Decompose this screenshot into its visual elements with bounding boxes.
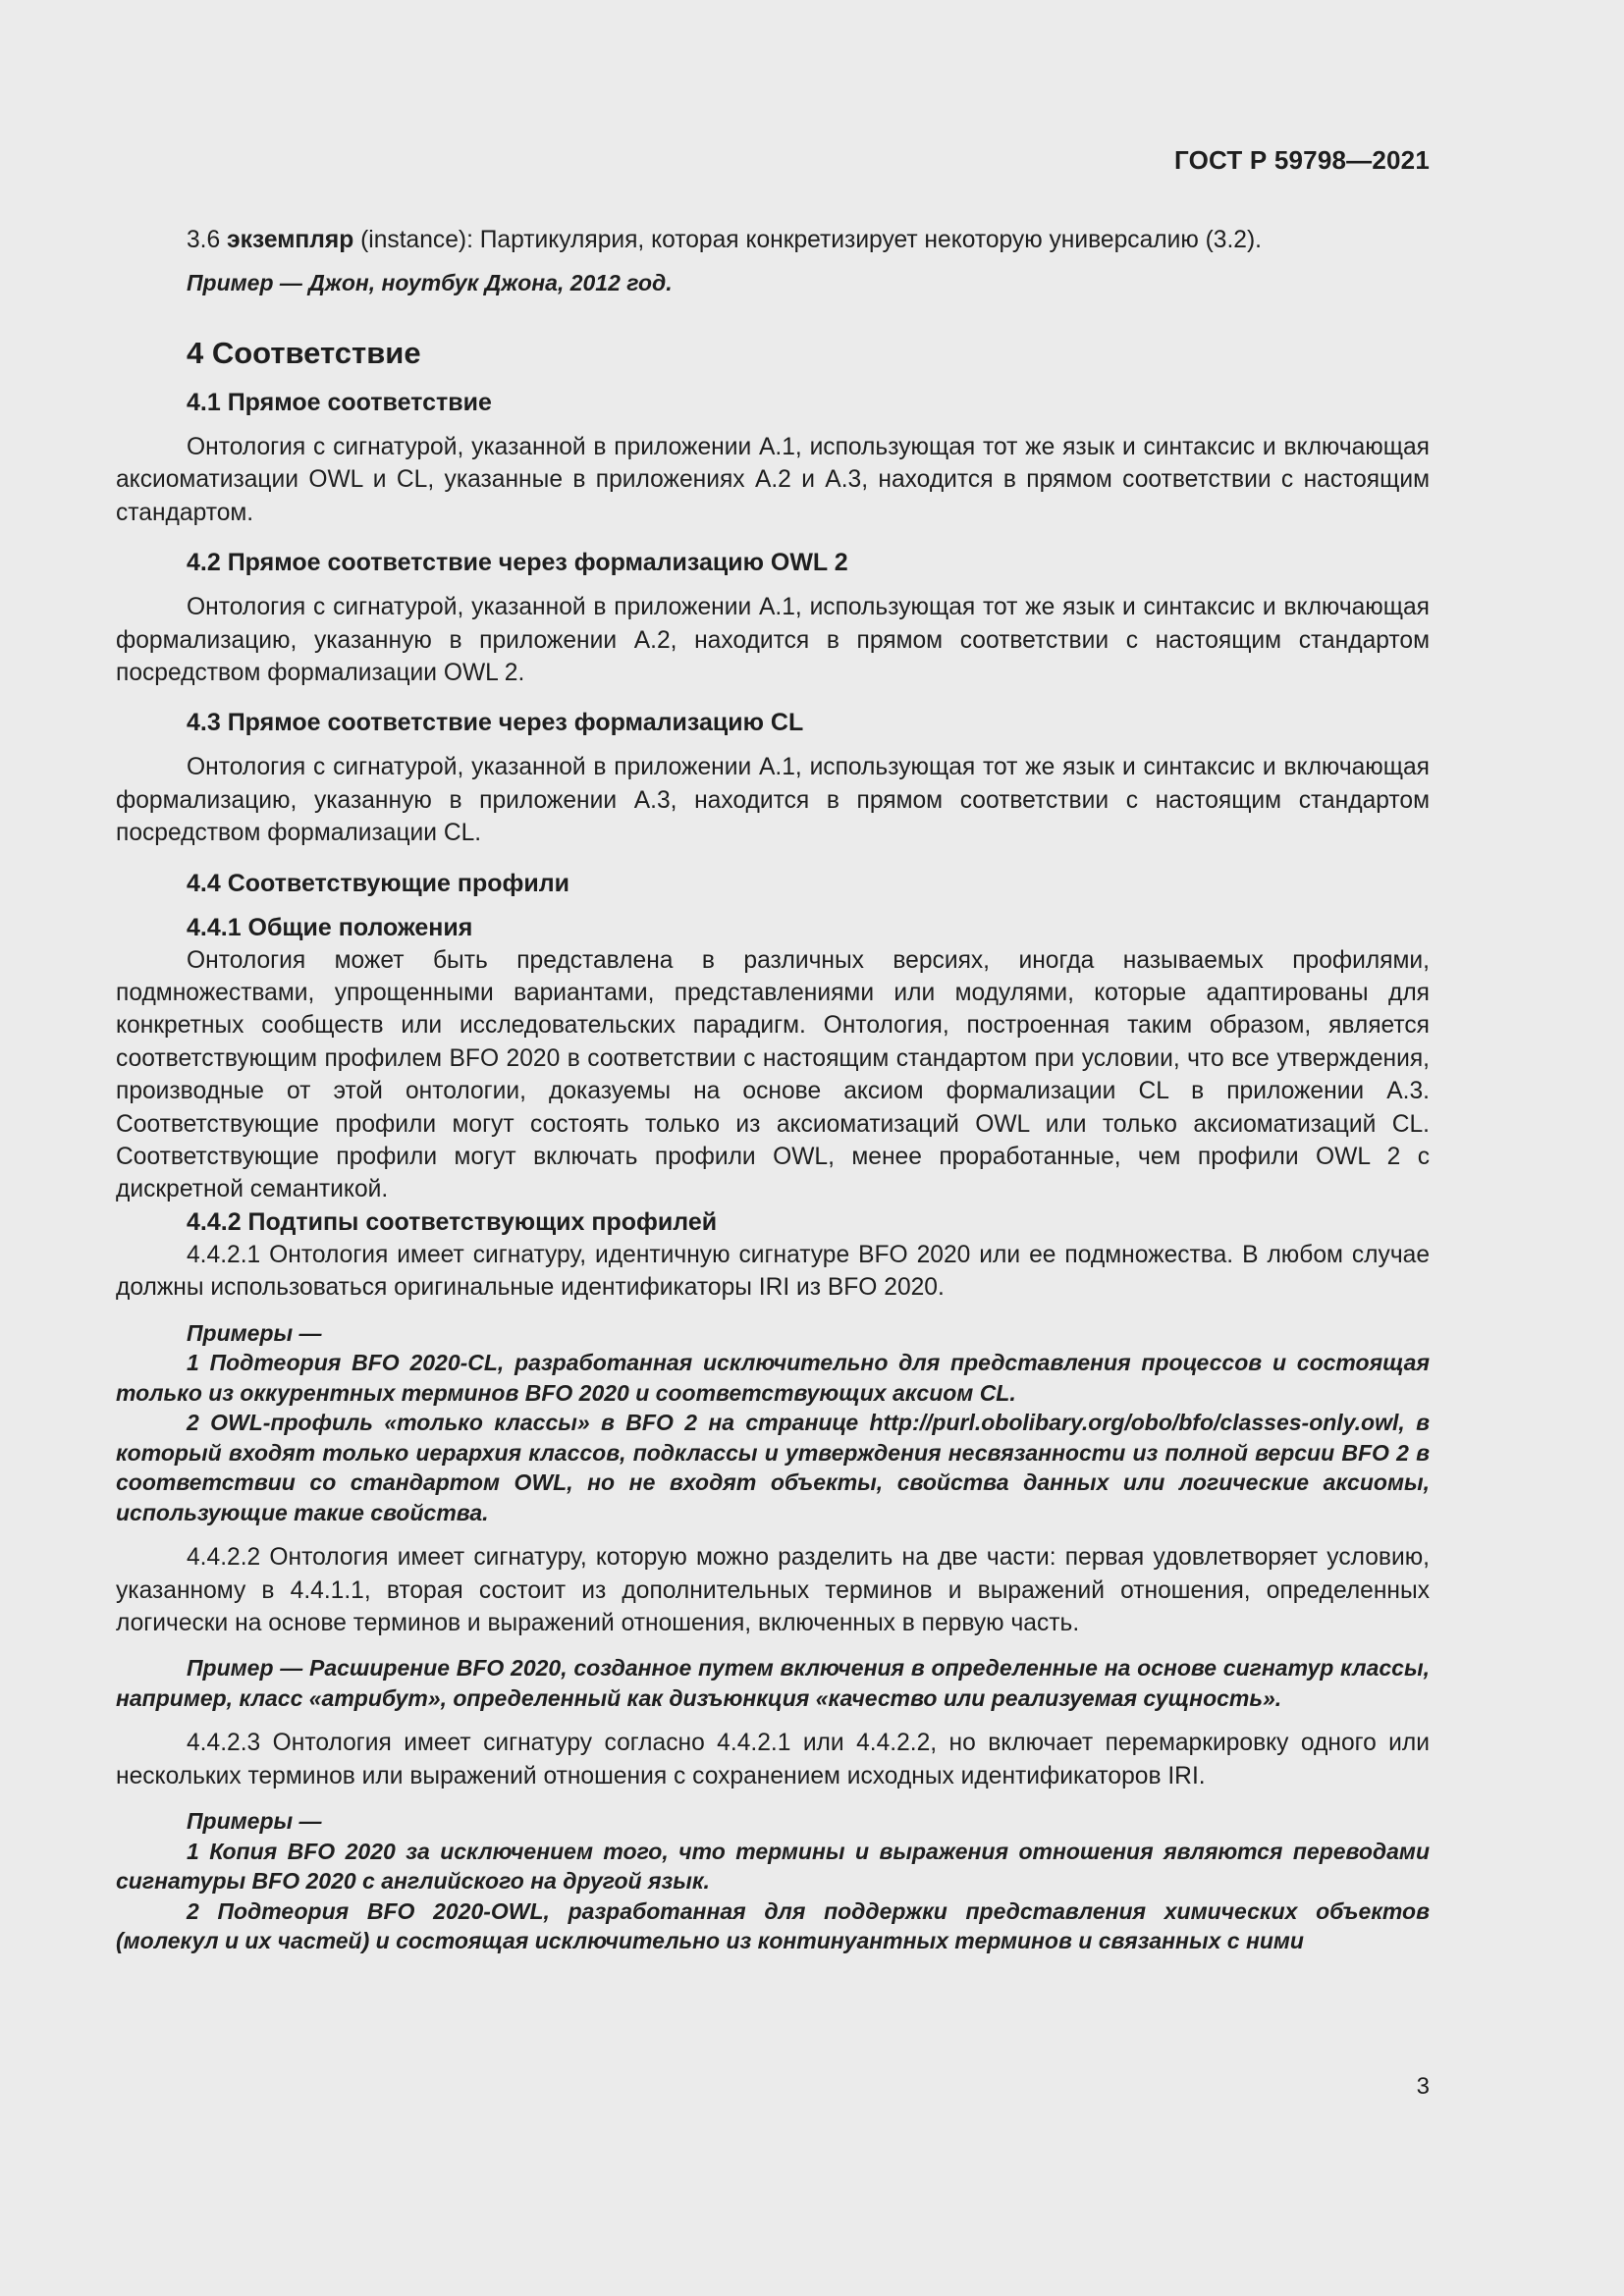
examples-heading: Примеры — [187,1319,322,1346]
examples-heading: Примеры — [187,1808,322,1835]
page-number: 3 [1416,2073,1430,2100]
example-item: 1 Копия BFO 2020 за исключением того, что термины и выражения отношения являются переводами сигнатуры BFO 2020 с английского на другой язык. [116,1838,1430,1895]
section-4-2-title: 4.2 Прямое соответствие через формализацию OWL 2 [187,549,848,577]
document-id: ГОСТ Р 59798—2021 [1174,145,1430,175]
clause-4-4-2-1: 4.4.2.1 Онтология имеет сигнатуру, идентичную сигнатуре BFO 2020 или ее подмножества. В любом случае должны использоваться оригинальные идентификаторы IRI из BFO 2020. [116,1241,1430,1302]
example-item: 1 Подтеория BFO 2020-CL, разработанная исключительно для представления процессов и состоящая только из оккурентных терминов BFO 2020 и соответствующих аксиом CL. [116,1350,1430,1406]
section-4-4-1-title: 4.4.1 Общие положения [187,913,473,941]
example-item: Пример — Расширение BFO 2020, созданное путем включения в определенные на основе сигнатур классы, например, класс «атрибут», определенный как дизъюнкция «качество или реализуемая сущность». [116,1655,1430,1711]
definition-text: (instance): Партикулярия, которая конкретизирует некоторую универсалию (3.2). [360,227,1263,253]
section-4-4-2-title: 4.4.2 Подтипы соответствующих профилей [187,1207,718,1236]
clause-4-4-2-3: 4.4.2.3 Онтология имеет сигнатуру согласно 4.4.2.1 или 4.4.2.2, но включает перемаркировку одного или нескольких терминов или выражений отношения с сохранением исходных идентификаторов IRI. [116,1730,1430,1789]
example-item: 2 OWL-профиль «только классы» в BFO 2 на странице http://purl.obolibary.org/obo/bfo/classes-only.owl, в который входят только иерархия классов, подклассы и утверждения несвязанности из полной версии BFO 2 в соответствии со стандартом OWL, но не входят объекты, свойства данных или логические аксиомы, использующие такие свойства. [116,1410,1430,1525]
section-4-2-text: Онтология с сигнатурой, указанной в приложении А.1, использующая тот же язык и синтаксис и включающая формализацию, указанную в приложении А.2, находится в прямом соответствии с настоящим стандартом посредством формализации OWL 2. [116,594,1430,686]
definition-number: 3.6 [187,227,221,253]
section-4-title: 4 Соответствие [187,335,421,370]
section-4-4-1-text: Онтология может быть представлена в различных версиях, иногда называемых профилями, подмножествами, упрощенными вариантами, представлениями или модулями, которые адаптированы для конкретных сообществ или исследовательских парадигм. Онтология, построенная таким образом, является соответствующим профилем BFO 2020 в соответствии с настоящим стандартом при условии, что все утверждения, производные от этой онтологии, доказуемы на основе аксиом формализации CL в приложении А.3. Соответствующие профили могут состоять только из аксиоматизаций OWL или только аксиоматизаций CL. Соответствующие профили могут включать профили OWL, менее проработанные, чем профили OWL 2 с дискретной семантикой. [116,946,1430,1203]
section-4-1-text: Онтология с сигнатурой, указанной в приложении А.1, использующая тот же язык и синтаксис и включающая аксиоматизации OWL и CL, указанные в приложениях А.2 и А.3, находится в прямом соответствии с настоящим стандартом. [116,433,1430,526]
section-4-3-title: 4.3 Прямое соответствие через формализацию CL [187,709,804,737]
page-content [116,224,1430,1956]
example-item: 2 Подтеория BFO 2020-OWL, разработанная для поддержки представления химических объектов (молекул и их частей) и состоящая исключительно из континуантных терминов и связанных с ними [116,1897,1430,1954]
definition-3-6 [116,224,1430,256]
section-4-1-title: 4.1 Прямое соответствие [187,388,492,416]
clause-4-4-2-2: 4.4.2.2 Онтология имеет сигнатуру, которую можно разделить на две части: первая удовлетворяет условию, указанному в 4.4.1.1, вторая состоит из дополнительных терминов и выражений отношения, определенных логически на основе терминов и выражений отношения, включенных в первую часть. [116,1544,1430,1636]
section-4-3-text: Онтология с сигнатурой, указанной в приложении А.1, использующая тот же язык и синтаксис и включающая формализацию, указанную в приложении А.3, находится в прямом соответствии с настоящим стандартом посредством формализации CL. [116,754,1430,847]
example-3-6: Пример — Джон, ноутбук Джона, 2012 год. [187,270,673,296]
section-4-4-title: 4.4 Соответствующие профили [187,869,570,897]
definition-term: экземпляр [227,227,354,253]
